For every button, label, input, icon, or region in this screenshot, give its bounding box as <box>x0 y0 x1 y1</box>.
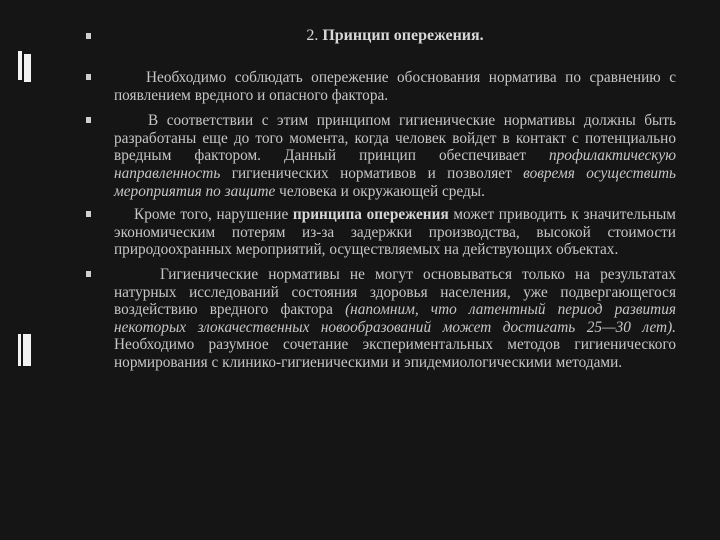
paragraph-4-italic-b: (напомним, что латентный период развития некоторых злокачественных новообразований может достигать 25—30 лет). <box>114 301 676 336</box>
paragraph-1 <box>86 69 676 104</box>
paragraph-2-text-c: гигиенических нормативов и позволяет <box>220 164 524 182</box>
decor-bar-bottom-1 <box>18 334 21 366</box>
paragraph-1-text: Необходимо соблюдать опережение обоснования норматива по сравнению с появлением вредного и опасного фактора. <box>114 69 676 104</box>
paragraph-3 <box>86 206 676 259</box>
slide-title <box>114 24 676 48</box>
paragraph-2-text-e: человека и окружающей среды. <box>275 182 485 200</box>
paragraph-4 <box>86 266 676 372</box>
bullet-icon <box>86 74 91 80</box>
paragraph-4-text-a: Гигиенические нормативы не могут основываться только на результатах натурных исследований состояния здоровья населения, уже подвергающегося воздействию вредного фактора <box>114 265 676 319</box>
bullet-icon <box>86 271 91 277</box>
paragraph-2-italic-d: вовремя осуществить мероприятия по защите <box>114 164 676 200</box>
slide-content <box>86 24 676 378</box>
paragraph-2 <box>86 112 676 200</box>
paragraph-3-text-c: может приводить к значительным экономическим потерям из-за задержки производства, высокой стоимости природоохранных мероприятий, осуществляемых на действующих объектах. <box>114 206 676 259</box>
bullet-icon <box>86 33 91 39</box>
paragraph-2-text-a: В соответствии с этим принципом гигиенические нормативы должны быть разработаны еще до того момента, когда человек войдет в контакт с потенциально вредным фактором. Данный принцип обеспечивает <box>114 112 676 165</box>
paragraph-4-text-c: Необходимо разумное сочетание экспериментальных методов гигиенического нормирования с клинико-гигиеническими и эпидемиологическими методами. <box>114 336 676 371</box>
bullet-icon <box>86 117 91 123</box>
decor-bar-top-2 <box>24 54 31 82</box>
title-number: 2. <box>306 27 319 44</box>
decor-bar-bottom-2 <box>23 334 31 366</box>
decor-bar-top-1 <box>18 51 22 80</box>
bullet-icon <box>86 211 91 217</box>
title-row <box>86 24 676 50</box>
paragraph-2-italic-b: профилактическую направленность <box>114 147 676 182</box>
paragraph-3-bold-b: принципа опережения <box>292 206 449 224</box>
title-text: Принцип опережения. <box>322 27 484 44</box>
paragraph-3-text-a: Кроме того, нарушение <box>134 206 293 224</box>
